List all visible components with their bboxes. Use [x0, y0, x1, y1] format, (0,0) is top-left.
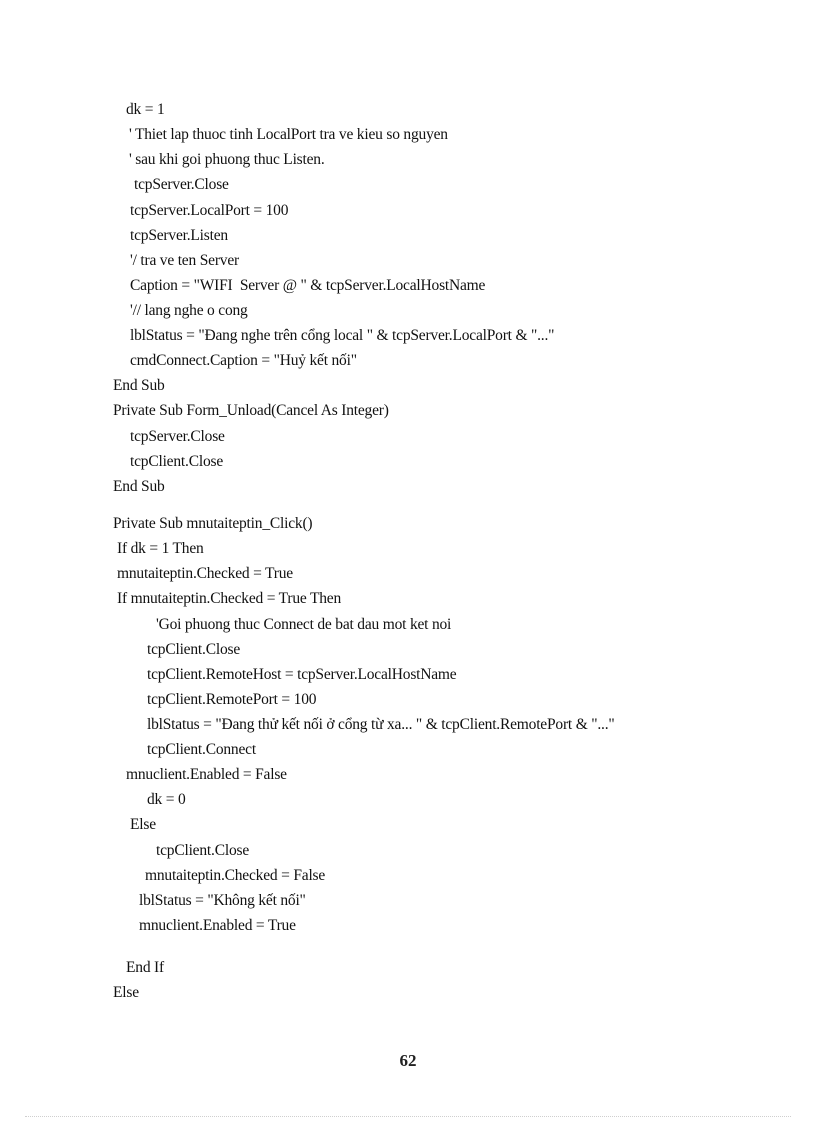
code-comment: '// lang nghe o cong [130, 302, 248, 319]
code-line: End Sub [113, 377, 165, 394]
code-line: cmdConnect.Caption = "Huỷ kết nối" [130, 352, 357, 369]
code-line: lblStatus = "Đang thử kết nối ở cổng từ xa... " & tcpClient.RemotePort & "..." [147, 716, 615, 733]
code-line: End If [126, 959, 164, 976]
code-line: lblStatus = "Không kết nối" [139, 892, 306, 909]
code-line: tcpServer.Close [134, 176, 229, 193]
code-comment: ' sau khi goi phuong thuc Listen. [129, 151, 325, 168]
code-line: tcpClient.Connect [147, 741, 256, 758]
code-line: tcpClient.RemotePort = 100 [147, 691, 317, 708]
code-line: End Sub [113, 478, 165, 495]
code-line: tcpClient.RemoteHost = tcpServer.LocalHostName [147, 666, 457, 683]
code-line: Caption = "WIFI Server @ " & tcpServer.LocalHostName [130, 277, 486, 294]
code-line: If mnutaiteptin.Checked = True Then [117, 590, 342, 607]
code-line: tcpClient.Close [156, 842, 250, 859]
code-line: Else [113, 984, 139, 1001]
code-comment: ' Thiet lap thuoc tinh LocalPort tra ve kieu so nguyen [129, 126, 448, 143]
code-line: tcpServer.Close [130, 428, 225, 445]
page-bottom-divider [25, 1116, 791, 1117]
code-line: If dk = 1 Then [117, 540, 204, 557]
code-line: dk = 0 [147, 791, 186, 808]
code-line: Else [130, 816, 156, 833]
code-line: Private Sub mnutaiteptin_Click() [113, 515, 313, 532]
code-line: tcpServer.LocalPort = 100 [130, 202, 289, 219]
code-line: mnuclient.Enabled = False [126, 766, 287, 783]
code-line: mnutaiteptin.Checked = True [117, 565, 293, 582]
code-line: tcpServer.Listen [130, 227, 228, 244]
code-line: tcpClient.Close [147, 641, 241, 658]
code-comment: '/ tra ve ten Server [130, 252, 239, 269]
code-comment: 'Goi phuong thuc Connect de bat dau mot ket noi [156, 616, 452, 633]
code-line: tcpClient.Close [130, 453, 224, 470]
page-number: 62 [399, 1051, 417, 1070]
code-line: dk = 1 [126, 101, 165, 118]
code-line: mnutaiteptin.Checked = False [145, 867, 326, 884]
code-line: Private Sub Form_Unload(Cancel As Integer) [113, 402, 389, 419]
code-line: mnuclient.Enabled = True [139, 917, 296, 934]
code-line: lblStatus = "Đang nghe trên cổng local " & tcpServer.LocalPort & "..." [130, 327, 555, 344]
